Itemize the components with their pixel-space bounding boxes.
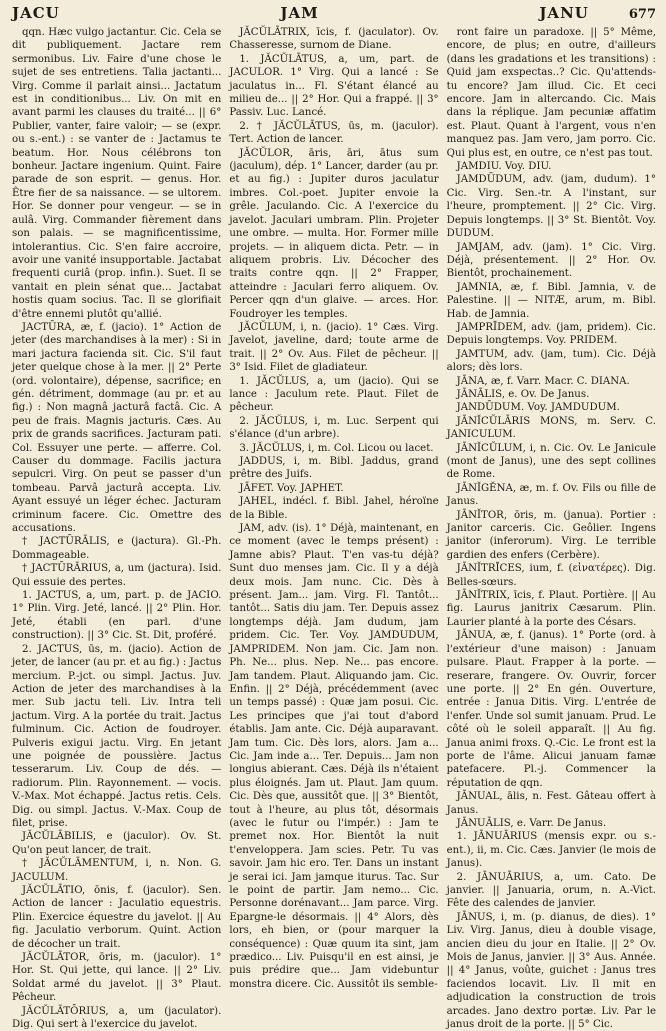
column-right — [446, 26, 656, 1031]
dictionary-entry: JĂCŬLĀTIO, ōnis, f. (jaculor). Sen. Action de lancer : Jaculatio equestris. Plin. Exercice équestre du javelot. || Au fig. Jaculatio verborum. Quint. Action de décocher un trait. — [12, 885, 222, 950]
dictionary-entry: 1. JĀNUĀRIUS (mensis expr. ou s.-ent.), ii, m. Cic. Cæs. Janvier (le mois de Janus). — [446, 831, 656, 870]
dictionary-entry: JĀNĀLIS, e. Ov. De Janus. — [456, 388, 590, 400]
dictionary-entry: JĀNUĀLIS, e. Varr. De Janus. — [456, 817, 607, 829]
dictionary-entry: JĂCŬLUM, i, n. (jacio). 1° Cæs. Virg. Javelot, javeline, dard; toute arme de trait. || 2° Ov. Aus. Filet de pêcheur. || 3° Isid. Filet de gladiateur. — [229, 321, 439, 374]
dictionary-entry: † JACTŪRĀRIUS, a, um (jactura). Isid. Qui essuie des pertes. — [12, 563, 222, 588]
dictionary-entry: JĀFET. Voy. JAPHET. — [239, 482, 344, 494]
column-middle — [229, 26, 438, 1006]
dictionary-entry: JAMPRĪDEM, adv. (jam, pridem). Cic. Depuis longtemps. Voy. PRIDEM. — [446, 321, 656, 347]
dictionary-entry: 2. JĀNUĀRIUS, a, um. Cato. De janvier. || Januaria, orum, n. A.-Vict. Fête des calendes de janvier. — [446, 871, 656, 910]
dictionary-entry: JĂCŬLĀTŌRIUS, a, um (jaculator). Dig. Qui sert à l'exercice du javelot. — [12, 1005, 222, 1031]
dictionary-entry: JĀNĬTOR, ōris, m. (janua). Portier : Janitor carceris. Cic. Geôlier. Ingens janitor (inferorum). Virg. Le terrible gardien des enfers (Cerbère). — [446, 509, 656, 561]
header-left-word: JACU — [12, 4, 60, 22]
dictionary-entry: 2. JACTUS, ūs, m. (jacio). Action de jeter, de lancer (au pr. et au fig.) : Jactus mercium. P.-jct. ou simpl. Jactus. Juv. Action de jeter des marchandises à la mer. Sub jactu teli. Liv. Intra teli jactum. Virg. A la portée du trait. Jactus fulminum. Cic. Action de foudroyer. Pulveris exigui jactu. Virg. En jetant une poignée de poussière. Jactus tesserarum. Liv. Coup de dés. — radiorum. Plin. Rayonnement. — vocis. V.-Max. Mot échappé. Jactus retis. Cels. Dig. ou simpl. Jactus. V.-Max. Coup de filet, prise. — [12, 643, 222, 829]
dictionary-entry: 1. JACTUS, a, um, part. p. de JACIO. 1° Plin. Virg. Jeté, lancé. || 2° Plin. Hor. Jeté, établi (en parl. d'une construction). || 3° Cic. St. Dit, proféré. — [12, 590, 222, 642]
page-number: 677 — [628, 7, 656, 22]
dictionary-entry: † JACTŪRĀLIS, e (jactura). Gl.-Ph. Dommageable. — [12, 536, 222, 561]
dictionary-entry: † JĂCŬLĀMENTUM, i, n. Non. G. JACULUM. — [12, 858, 222, 883]
dictionary-entry: JĂCŬLĀBILIS, e (jaculor). Ov. St. Qu'on peut lancer, de trait. — [12, 831, 222, 856]
dictionary-entry: JĂCŬLOR, āris, āri, ātus sum (jaculum), dép. 1° Lancer, darder (au pr. et au fig.) : Jupiter duros jaculatur imbres. Col.-poet. Jupiter envoie la grêle. Jaculando. Cic. A l'exercice du javelot. Jaculari umbram. Plin. Projeter une ombre. — multa. Hor. Former mille projets. — in aliquem dicta. Petr. — in aliquem probris. Liv. Décocher des traits contre qqn. || 2° Frapper, atteindre : Jaculari ferro aliquem. Ov. Percer qqn d'un glaive. — arces. Hor. Foudroyer les temples. — [229, 147, 439, 320]
dictionary-entry: 2. JĂCŬLUS, i, m. Luc. Serpent qui s'élance (d'un arbre). — [229, 415, 439, 441]
dictionary-entry: JAM, adv. (is). 1° Déjà, maintenant, en ce moment (avec le temps présent) : Jamne abis? Plaut. T'en vas-tu déjà? Sunt duo menses jam. Cic. Il y a déjà deux mois. Jam nunc. Cic. Dès à présent. Jam... jam. Virg. Fl. Tantôt... tantôt... Satis diu jam. Ter. Depuis assez longtemps déjà. Jam dudum, jam pridem. Cic. Ter. Voy. JAMDUDUM, JAMPRIDEM. Non jam. Cic. Jam non. Ph. Ne... plus. Nep. Ne... pas encore. Jam tandem. Plaut. Aliquando jam. Cic. Enfin. || 2° Déjà, précédemment (avec un temps passé) : Quæ jam posui. Cic. Les principes que j'ai tout d'abord établis. Jam ante. Cic. Déjà auparavant. Jam tum. Cic. Dès lors, alors. Jam a... Cic. Jam inde a... Ter. Depuis... Jam non longius abierant. Cæs. Déjà ils n'étaient plus éloignés. Jam ut. Plaut. Jam quum. Cic. Dès que, aussitôt que. || 3° Bientôt, tout à l'heure, au plus tôt, désormais (avec le futur ou l'impér.) : Jam te premet nox. Hor. Bientôt la nuit t'enveloppera. Jam scies. Petr. Tu vas savoir. Jam hic ero. Ter. Dans un instant je serai ici. Jam jamque iturus. Tac. Sur le point de partir. Jam nemo... Cic. Personne dorénavant... Jam parce. Virg. Epargne-le désormais. || 4° Alors, dès lors, eh bien, or (pour marquer la conséquence) : Quæ quum ita sint, jam prædico... Liv. Puisqu'il en est ainsi, je puis prédire que... Jam videbuntur monstra dicere. Cic. Aussitôt ils semble- — [229, 523, 439, 990]
dictionary-entry: JĀNUA, æ, f. (janus). 1° Porte (ord. à l'extérieur d'une maison) : Januam pulsare. Plaut. Frapper à la porte. — reserare, frangere. Ov. Ouvrir, forcer une porte. || 2° En gén. Ouverture, entrée : Janua Ditis. Virg. L'entrée de l'enfer. Unde sol sumit januam. Prud. Le côté où le soleil apparaît. || Au fig. Janua animi froxs. Q.-Cic. Le front est la porte de l'âme. Alicui januam famæ patefacere. Pl.-j. Commencer la réputation de qqn. — [446, 630, 656, 789]
header-center-word: JAM — [280, 4, 319, 22]
dictionary-entry: JĂCŬLĀTRIX, īcis, f. (jaculator). Ov. Chasseresse, surnom de Diane. — [229, 27, 439, 52]
dictionary-entry: qqn. Hæc vulgo jactantur. Cic. Cela se dit publiquement. Jactare rem sermonibus. Liv. Faire d'une chose le sujet de ses entretiens. Talia jactanti... Virg. Comme il parlait ainsi... Jactatum est in conditionibus... Liv. On mit en avant parmi les clauses du traité... || 6° Publier, vanter, faire valoir; — se (expr. ou s.-ent.) : se vanter de : Jactamus te beatum. Hor. Nous célébrons ton bonheur. Jactare ingenium. Quint. Faire parade de son esprit. — genus. Hor. Être fier de sa naissance. — se ultorem. Hor. Se donner pour vengeur. — se in aulâ. Virg. Commander fièrement dans son palais. — se magnificentissime, intolerantius. Cic. S'en faire accroire, avoir une vanité insupportable. Jactabat frequenti curiâ (prop. infin.). Suet. Il se vantait en plein sénat que... Jactabat hostis quam socius. Tac. Il se glorifiait d'être ennemi plutôt qu'allié. — [12, 27, 222, 320]
dictionary-entry: 3. JĂCŬLUS, i, m. Col. Licou ou lacet. — [239, 442, 434, 454]
dictionary-entry: JAMDIU. Voy. DIU. — [456, 161, 552, 173]
dictionary-entry: JĀNĬGĔNA, æ, m. f. Ov. Fils ou fille de Janus. — [446, 482, 656, 508]
dictionary-entry: 2. † JĂCŬLĀTUS, ūs, m. (jaculor). Tert. Action de lancer. — [229, 120, 439, 146]
running-header — [12, 4, 656, 26]
dictionary-entry: JAHEL, indécl. f. Bibl. Jahel, héroïne de la Bible. — [229, 496, 439, 521]
dictionary-entry: JĂCŬLĀTOR, ōris, m. (jaculor). 1° Hor. St. Qui jette, qui lance. || 2° Liv. Soldat armé du javelot. || 3° Plaut. Pêcheur. — [12, 952, 222, 1004]
dictionary-entry: 1. JĂCŬLUS, a, um (jacio). Qui se lance : Jaculum rete. Plaut. Filet de pêcheur. — [229, 375, 439, 414]
dictionary-entry: 1. JĂCŬLĀTUS, a, um, part. de JACULOR. 1° Virg. Qui a lancé : Se jaculatus in... Fl. S'étant élancé au milieu de... || 2° Hor. Qui a frappé. || 3° Passiv. Luc. Lancé. — [229, 53, 439, 119]
text-columns — [12, 26, 656, 1031]
dictionary-entry: JĀNUAL, ālis, n. Fest. Gâteau offert à Janus. — [446, 791, 656, 816]
dictionary-entry: JAMDŪDUM, adv. (jam, dudum). 1° Cic. Virg. Sen.-tr. A l'instant, sur l'heure, promptement. || 2° Cic. Virg. Depuis longtemps. || 3° St. Bientôt. Voy. DUDUM. — [446, 174, 656, 240]
dictionary-entry: ront faire un paradoxe. || 5° Même, encore, de plus; en outre, d'ailleurs (dans les gradations et les transitions) : Quid jam exspectas..? Cic. Qu'attends-tu encore? Jam illud. Cic. Et ceci encore. Jam in altercando. Cic. Mais dans la réplique. Jam pecuniæ affatim est. Plaut. Quant à l'argent, vous n'en manquez pas. Jam vero, jam porro. Cic. Qui plus est, en outre, ce n'est pas tout. — [446, 27, 656, 159]
dictionary-entry: JACTŪRA, æ, f. (jacio). 1° Action de jeter (des marchandises à la mer) : Si in mari jactura facienda sit. Cic. S'il faut jeter quelque chose à la mer. || 2° Perte (ord. volontaire), dépense, sacrifice; en gén. détriment, dommage (au pr. et au fig.) : Non magnâ jacturâ factâ. Cic. A peu de frais. Magnis jacturis. Cæs. Au prix de grands sacrifices. Jacturam pati. Col. Essuyer une perte. — afferre. Col. Causer du dommage. Facilis jactura sepulcri. Virg. On peut se passer d'un tombeau. Parvâ jacturâ accepta. Liv. Ayant essuyé un léger échec. Jacturam criminum facere. Cic. Omettre des accusations. — [12, 321, 222, 535]
dictionary-entry: JĀNA, æ, f. Varr. Macr. C. DIANA. — [456, 375, 630, 387]
column-left — [12, 26, 222, 1031]
dictionary-entry: JAMTUM, adv. (jam, tum). Cic. Déjà alors; dès lors. — [446, 348, 656, 374]
dictionary-entry: JAMNIA, æ, f. Bibl. Jamnia, v. de Palestine. || — NITÆ, arum, m. Bibl. Hab. de Jamnia. — [446, 281, 656, 320]
header-right-word: JANU — [539, 4, 589, 22]
dictionary-entry: JĀNĬCŬLĀRIS MONS, m. Serv. C. JANICULUM. — [446, 415, 656, 441]
dictionary-entry: JĀNĬTRĪCES, ium, f. (εἰνατέρες). Dig. Belles-sœurs. — [446, 563, 656, 588]
dictionary-entry: JĀNĬCŬLUM, i, n. Cic. Ov. Le Janicule (mont de Janus), une des sept collines de Rome. — [446, 442, 656, 481]
dictionary-entry: JANDŪDUM. Voy. JAMDUDUM. — [456, 402, 620, 414]
dictionary-entry: JĀNĬTRIX, īcis, f. Plaut. Portière. || Au fig. Laurus janitrix Cæsarum. Plin. Laurier planté à la porte des Césars. — [446, 590, 656, 628]
dictionary-entry: JADDUS, i, m. Bibl. Jaddus, grand prêtre des Juifs. — [229, 456, 439, 481]
dictionary-entry: JAMJAM, adv. (jam). 1° Cic. Virg. Déjà, présentement. || 2° Hor. Ov. Bientôt, prochainement. — [446, 241, 656, 280]
dictionary-entry: JĀNUS, i, m. (p. dianus, de dies). 1° Liv. Virg. Janus, dieu à double visage, ancien dieu du jour en Italie. || 2° Ov. Mois de Janus, janvier. || 3° Aus. Année. || 4° Janus, voûte, guichet : Janus tres faciendos locavit. Liv. Il mit en adjudication la construction de trois arcades. Jano dextro portæ. Liv. Par le janus droit de la porte. || 5° Cic. — [446, 911, 656, 1031]
